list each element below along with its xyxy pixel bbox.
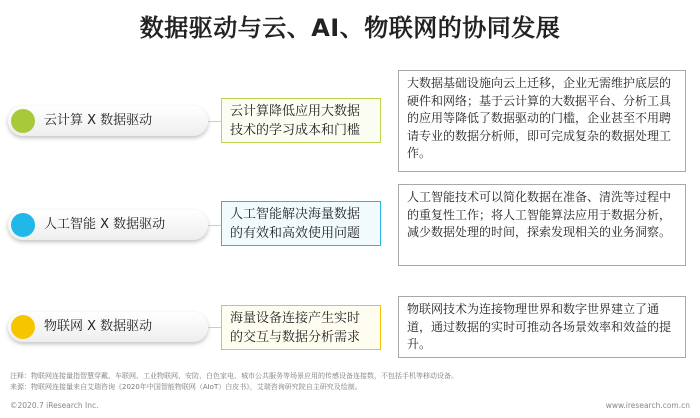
note-line: 注释：物联网连接量指智慧穿戴、车联网、工业物联网、安防、白色家电、城市公共服务等场景应用的传感设备连接数，不包括手机等移动设备。 [10,372,458,380]
description-box-ai: 人工智能技术可以简化数据在准备、清洗等过程中的重复性工作；将人工智能算法应用于数据分析，减少数据处理的时间，探索发现相关的业务洞察。 [398,184,686,266]
row-label-pill-cloud [8,106,208,136]
source-line: 来源：物联网连接量来自艾瑞咨询《2020年中国智能物联网（AIoT）白皮书》，艾瑞咨询研究院自主研究及绘制。 [10,383,362,391]
yellow-dot-icon [11,315,35,339]
description-box-iot: 物联网技术为连接物理世界和数字世界建立了通道，通过数据的实时可推动各场景效率和效益的提升。 [398,296,686,358]
row-label-iot: 物联网 X 数据驱动 [44,319,153,334]
middle-box-iot: 海量设备连接产生实时的交互与数据分析需求 [221,305,381,350]
row-label-pill-ai [8,210,208,240]
connector-line [208,327,221,328]
description-box-cloud: 大数据基础设施向云上迁移，企业无需维护底层的硬件和网络；基于云计算的大数据平台、分析工具的应用等降低了数据驱动的门槛，企业甚至不用聘请专业的数据分析师，即可完成复杂的数据处理工作。 [398,70,686,172]
notes [10,371,700,393]
middle-box-ai: 人工智能解决海量数据的有效和高效使用问题 [221,201,381,246]
connector-line [208,225,221,226]
website-url: www.iresearch.com.cn [605,401,690,410]
row-label-ai: 人工智能 X 数据驱动 [44,217,166,232]
green-dot-icon [11,109,35,133]
middle-box-cloud: 云计算降低应用大数据技术的学习成本和门槛 [221,98,381,143]
connector-line [208,121,221,122]
page-title: 数据驱动与云、AI、物联网的协同发展 [139,14,561,42]
blue-dot-icon [11,213,35,237]
row-label-pill-iot [8,312,208,342]
copyright: ©2020.7 iResearch Inc. [10,401,99,410]
row-label-cloud: 云计算 X 数据驱动 [44,113,153,128]
